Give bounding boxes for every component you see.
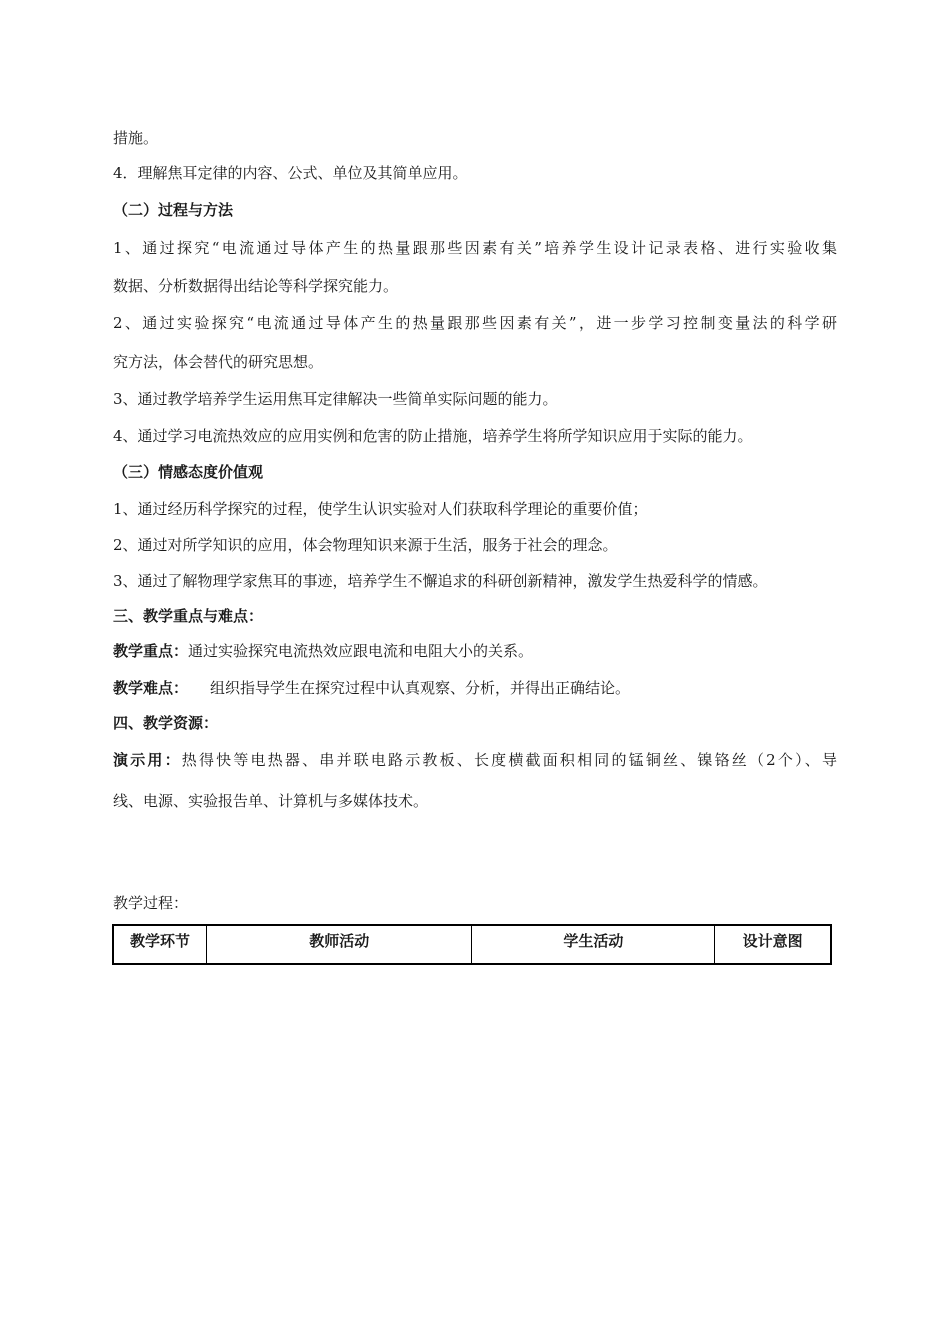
text-line: 1、通过探究“电流通过导体产生的热量跟那些因素有关”培养学生设计记录表格、进行实验收集: [113, 239, 837, 257]
key-point-line: [113, 641, 533, 661]
text-line: 线、电源、实验报告单、计算机与多媒体技术。: [113, 792, 429, 810]
process-title: 教学过程：: [113, 894, 189, 912]
process-table: [112, 924, 832, 965]
column-header: 教学环节: [113, 925, 206, 964]
text-line: 数据、分析数据得出结论等科学探究能力。: [113, 277, 399, 295]
table-header-row: [113, 925, 831, 964]
text-line: 3、通过了解物理学家焦耳的事迹，培养学生不懈追求的科研创新精神，激发学生热爱科学的情感。: [113, 572, 768, 590]
text-line: 4、通过学习电流热效应的应用实例和危害的防止措施，培养学生将所学知识应用于实际的能力。: [113, 427, 753, 445]
section-heading: 三、教学重点与难点：: [113, 607, 264, 625]
difficulty-line: [113, 678, 630, 698]
text-line: 3、通过教学培养学生运用焦耳定律解决一些简单实际问题的能力。: [113, 390, 558, 408]
text-line: 2、通过对所学知识的应用，体会物理知识来源于生活，服务于社会的理念。: [113, 536, 618, 554]
resource-label: 演示用：: [113, 751, 182, 769]
column-header: 教师活动: [206, 925, 472, 964]
text-line: 4．理解焦耳定律的内容、公式、单位及其简单应用。: [113, 164, 468, 182]
section-heading: 四、教学资源：: [113, 714, 219, 732]
text-line: 究方法，体会替代的研究思想。: [113, 353, 324, 371]
difficulty-label: 教学难点：: [113, 679, 189, 697]
section-heading: （三）情感态度价值观: [113, 463, 264, 481]
column-header: 设计意图: [715, 925, 831, 964]
resource-text: 热得快等电热器、串并联电路示教板、长度横截面积相同的锰铜丝、镍铬丝（2个）、导: [181, 751, 837, 769]
section-heading: （二）过程与方法: [113, 201, 234, 219]
text-line: 措施。: [113, 129, 159, 147]
key-point-label: 教学重点：: [113, 642, 189, 660]
resource-line: [113, 750, 837, 770]
column-header: 学生活动: [472, 925, 715, 964]
text-line: 2、通过实验探究“电流通过导体产生的热量跟那些因素有关”，进一步学习控制变量法的科学研: [113, 314, 837, 332]
key-point-text: 通过实验探究电流热效应跟电流和电阻大小的关系。: [188, 642, 534, 660]
text-line: 1、通过经历科学探究的过程，使学生认识实验对人们获取科学理论的重要价值；: [113, 500, 648, 518]
difficulty-text: 组织指导学生在探究过程中认真观察、分析，并得出正确结论。: [210, 679, 631, 697]
